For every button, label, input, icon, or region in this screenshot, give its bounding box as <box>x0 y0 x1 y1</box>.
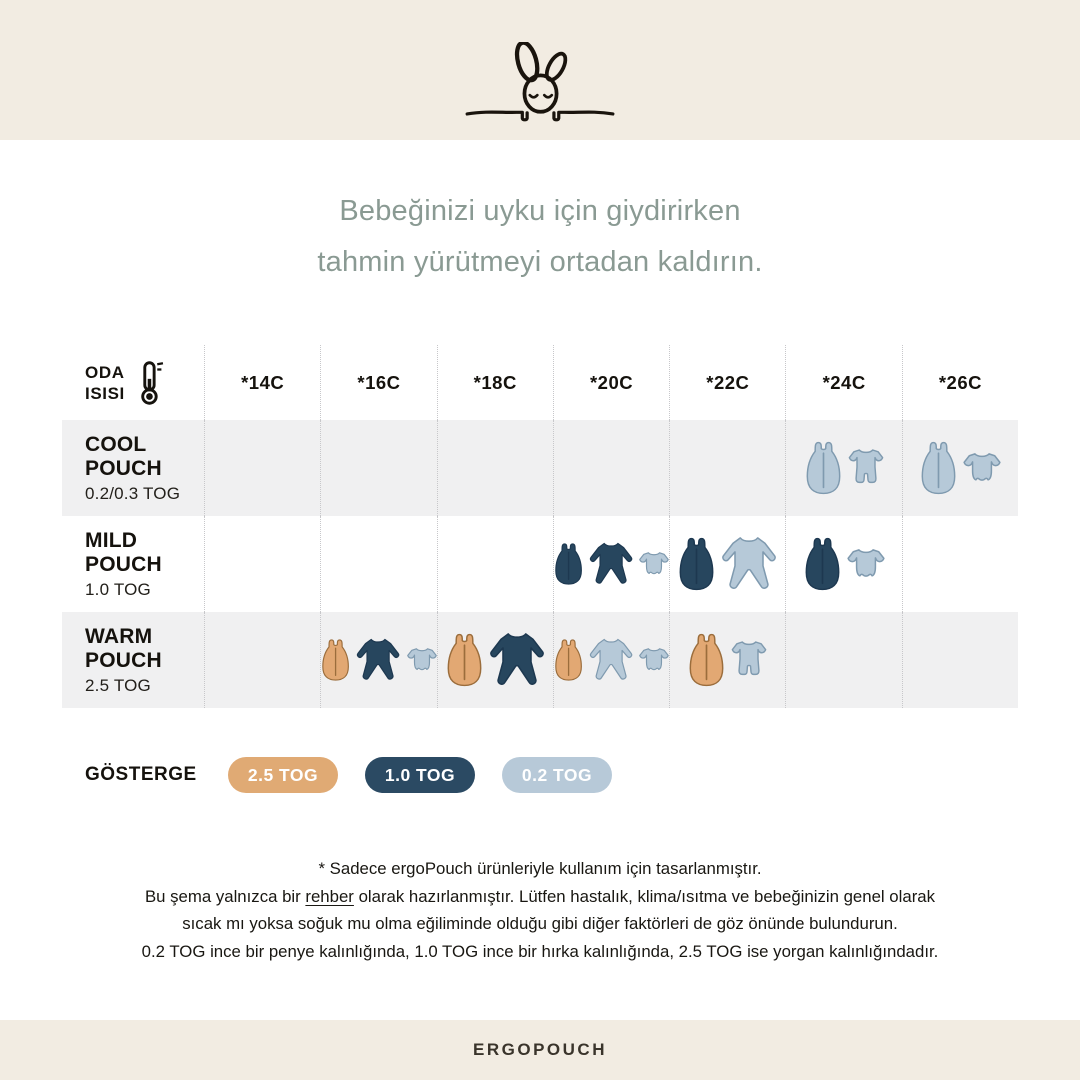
table-cell <box>553 516 669 612</box>
column-header-22C: *22C <box>669 345 785 420</box>
sleep-suit-icon <box>589 535 633 593</box>
legend-pill-1-0-tog: 1.0 TOG <box>365 757 475 793</box>
room-temp-header-cell <box>62 345 204 420</box>
table-cell <box>320 612 436 708</box>
footnote-line-2: Bu şema yalnızca bir rehber olarak hazırlanmıştır. Lütfen hastalık, klima/ısıtma ve bebeğinizin genel olarak <box>144 886 936 906</box>
footnote-line-4: 0.2 TOG ince bir penye kalınlığında, 1.0 TOG ince bir hırka kalınlığında, 2.5 TOG ise yorgan kalınlığındadır. <box>141 941 939 961</box>
table-cell <box>437 612 553 708</box>
romper-icon <box>731 640 767 680</box>
table-cell <box>553 612 669 708</box>
row-tog: 2.5 TOG <box>85 675 151 695</box>
table-cell <box>902 516 1018 612</box>
table-cell <box>437 420 553 516</box>
page-title <box>0 186 1080 288</box>
legend-pill-0-2-tog: 0.2 TOG <box>502 757 612 793</box>
column-header-14C: *14C <box>204 345 320 420</box>
sleeping-bag-icon <box>804 535 841 593</box>
bodysuit-icon <box>847 548 885 580</box>
sleeping-bag-icon <box>554 631 583 689</box>
column-header-20C: *20C <box>553 345 669 420</box>
column-header-18C: *18C <box>437 345 553 420</box>
bodysuit-icon <box>639 548 669 580</box>
header-band <box>0 0 1080 140</box>
table-cell <box>669 420 785 516</box>
footnote-line-1: * Sadece ergoPouch ürünleriyle kullanım için tasarlanmıştır. <box>318 859 762 878</box>
thermometer-icon <box>137 360 164 406</box>
table-cell <box>902 420 1018 516</box>
legend-label: GÖSTERGE <box>85 764 197 785</box>
title-line-2: tahmin yürütmeyi ortadan kaldırın. <box>317 246 763 278</box>
title-line-1: Bebeğinizi uyku için giydirirken <box>339 195 741 227</box>
legend <box>228 757 612 793</box>
table-cell <box>785 516 901 612</box>
table-cell <box>669 516 785 612</box>
bodysuit-icon <box>963 452 1001 484</box>
row-name: MILD POUCH <box>85 528 162 576</box>
footnotes <box>0 855 1080 965</box>
table-cell <box>669 612 785 708</box>
sleeping-bag-icon <box>920 439 957 497</box>
bunny-logo <box>465 42 615 128</box>
room-temp-label-line2: ISISI <box>85 383 125 403</box>
column-header-24C: *24C <box>785 345 901 420</box>
column-header-26C: *26C <box>902 345 1018 420</box>
row-label-cool <box>62 420 204 516</box>
row-label-mild <box>62 516 204 612</box>
table-cell <box>553 420 669 516</box>
romper-icon <box>848 448 884 488</box>
row-label-warm <box>62 612 204 708</box>
table-cell <box>902 612 1018 708</box>
sleeping-bag-icon <box>678 535 715 593</box>
sleep-suit-icon <box>356 631 400 689</box>
table-cell <box>204 420 320 516</box>
row-name: WARM POUCH <box>85 624 162 672</box>
table-cell <box>320 420 436 516</box>
sleep-suit-icon <box>589 631 633 689</box>
brand-name: ERGOPOUCH <box>473 1040 607 1059</box>
footnote-line-3: sıcak mı yoksa soğuk mu olma eğiliminde olduğu gibi diğer faktörleri de göz önünde bulundurun. <box>182 914 898 933</box>
table-cell <box>785 420 901 516</box>
sleep-suit-icon <box>721 535 777 593</box>
sleeping-bag-icon <box>688 631 725 689</box>
room-temp-label <box>85 362 125 404</box>
footer-band <box>0 1020 1080 1080</box>
sleep-suit-icon <box>489 631 545 689</box>
column-header-16C: *16C <box>320 345 436 420</box>
table-cell <box>204 612 320 708</box>
table-cell <box>204 516 320 612</box>
room-temp-label-line1: ODA <box>85 362 125 382</box>
sleeping-bag-icon <box>805 439 842 497</box>
table-cell <box>785 612 901 708</box>
bodysuit-icon <box>407 644 437 676</box>
sleeping-bag-icon <box>446 631 483 689</box>
table-cell <box>437 516 553 612</box>
table-cell <box>320 516 436 612</box>
row-name: COOL POUCH <box>85 432 162 480</box>
sleeping-bag-icon <box>321 631 350 689</box>
row-tog: 1.0 TOG <box>85 579 151 599</box>
sleeping-bag-icon <box>554 535 583 593</box>
temperature-table <box>62 345 1018 708</box>
underlined-word: rehber <box>305 886 354 906</box>
row-tog: 0.2/0.3 TOG <box>85 483 181 503</box>
legend-pill-2-5-tog: 2.5 TOG <box>228 757 338 793</box>
bodysuit-icon <box>639 644 669 676</box>
